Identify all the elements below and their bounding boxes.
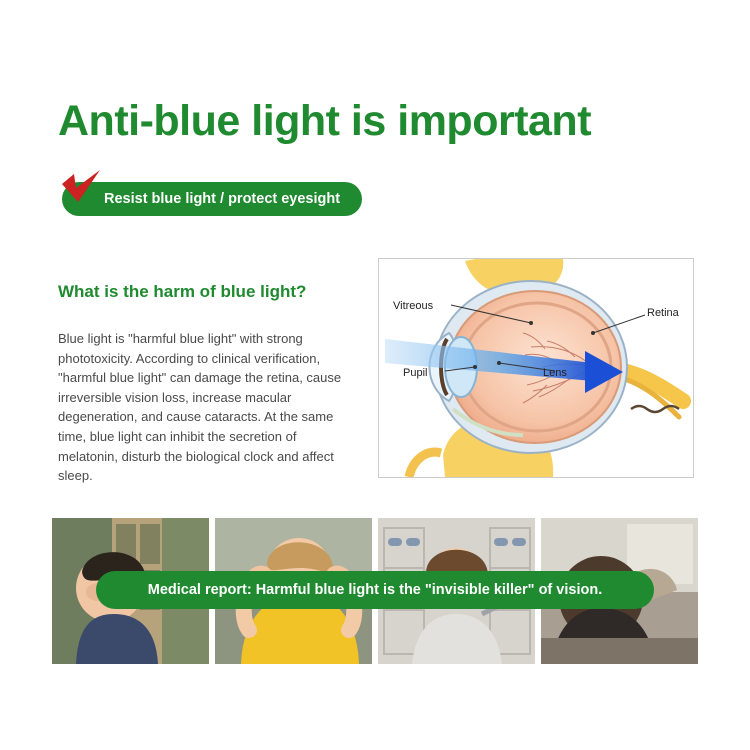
medical-report-banner xyxy=(96,571,654,609)
badge-label: Resist blue light / protect eyesight xyxy=(104,191,341,207)
section-heading: What is the harm of blue light? xyxy=(58,282,307,302)
page-title: Anti-blue light is important xyxy=(58,96,592,145)
check-icon xyxy=(60,168,104,208)
medical-report-banner-label: Medical report: Harmful blue light is the "invisible killer" of vision. xyxy=(147,582,603,598)
diagram-label-pupil: Pupil xyxy=(403,367,428,379)
badge-resist-blue-light xyxy=(62,182,362,216)
eye-anatomy-diagram xyxy=(378,258,694,478)
diagram-label-vitreous: Vitreous xyxy=(393,300,434,312)
section-body: Blue light is "harmful blue light" with strong phototoxicity. According to clinical verification, "harmful blue light" can damage the retina, cause irreversible vision loss, increase macular degeneration, and cause cataracts. At the same time, blue light can inhibit the secretion of melatonin, disturb the biological clock and affect sleep. xyxy=(58,331,342,484)
diagram-label-lens: Lens xyxy=(543,367,567,379)
diagram-label-retina: Retina xyxy=(647,307,679,319)
